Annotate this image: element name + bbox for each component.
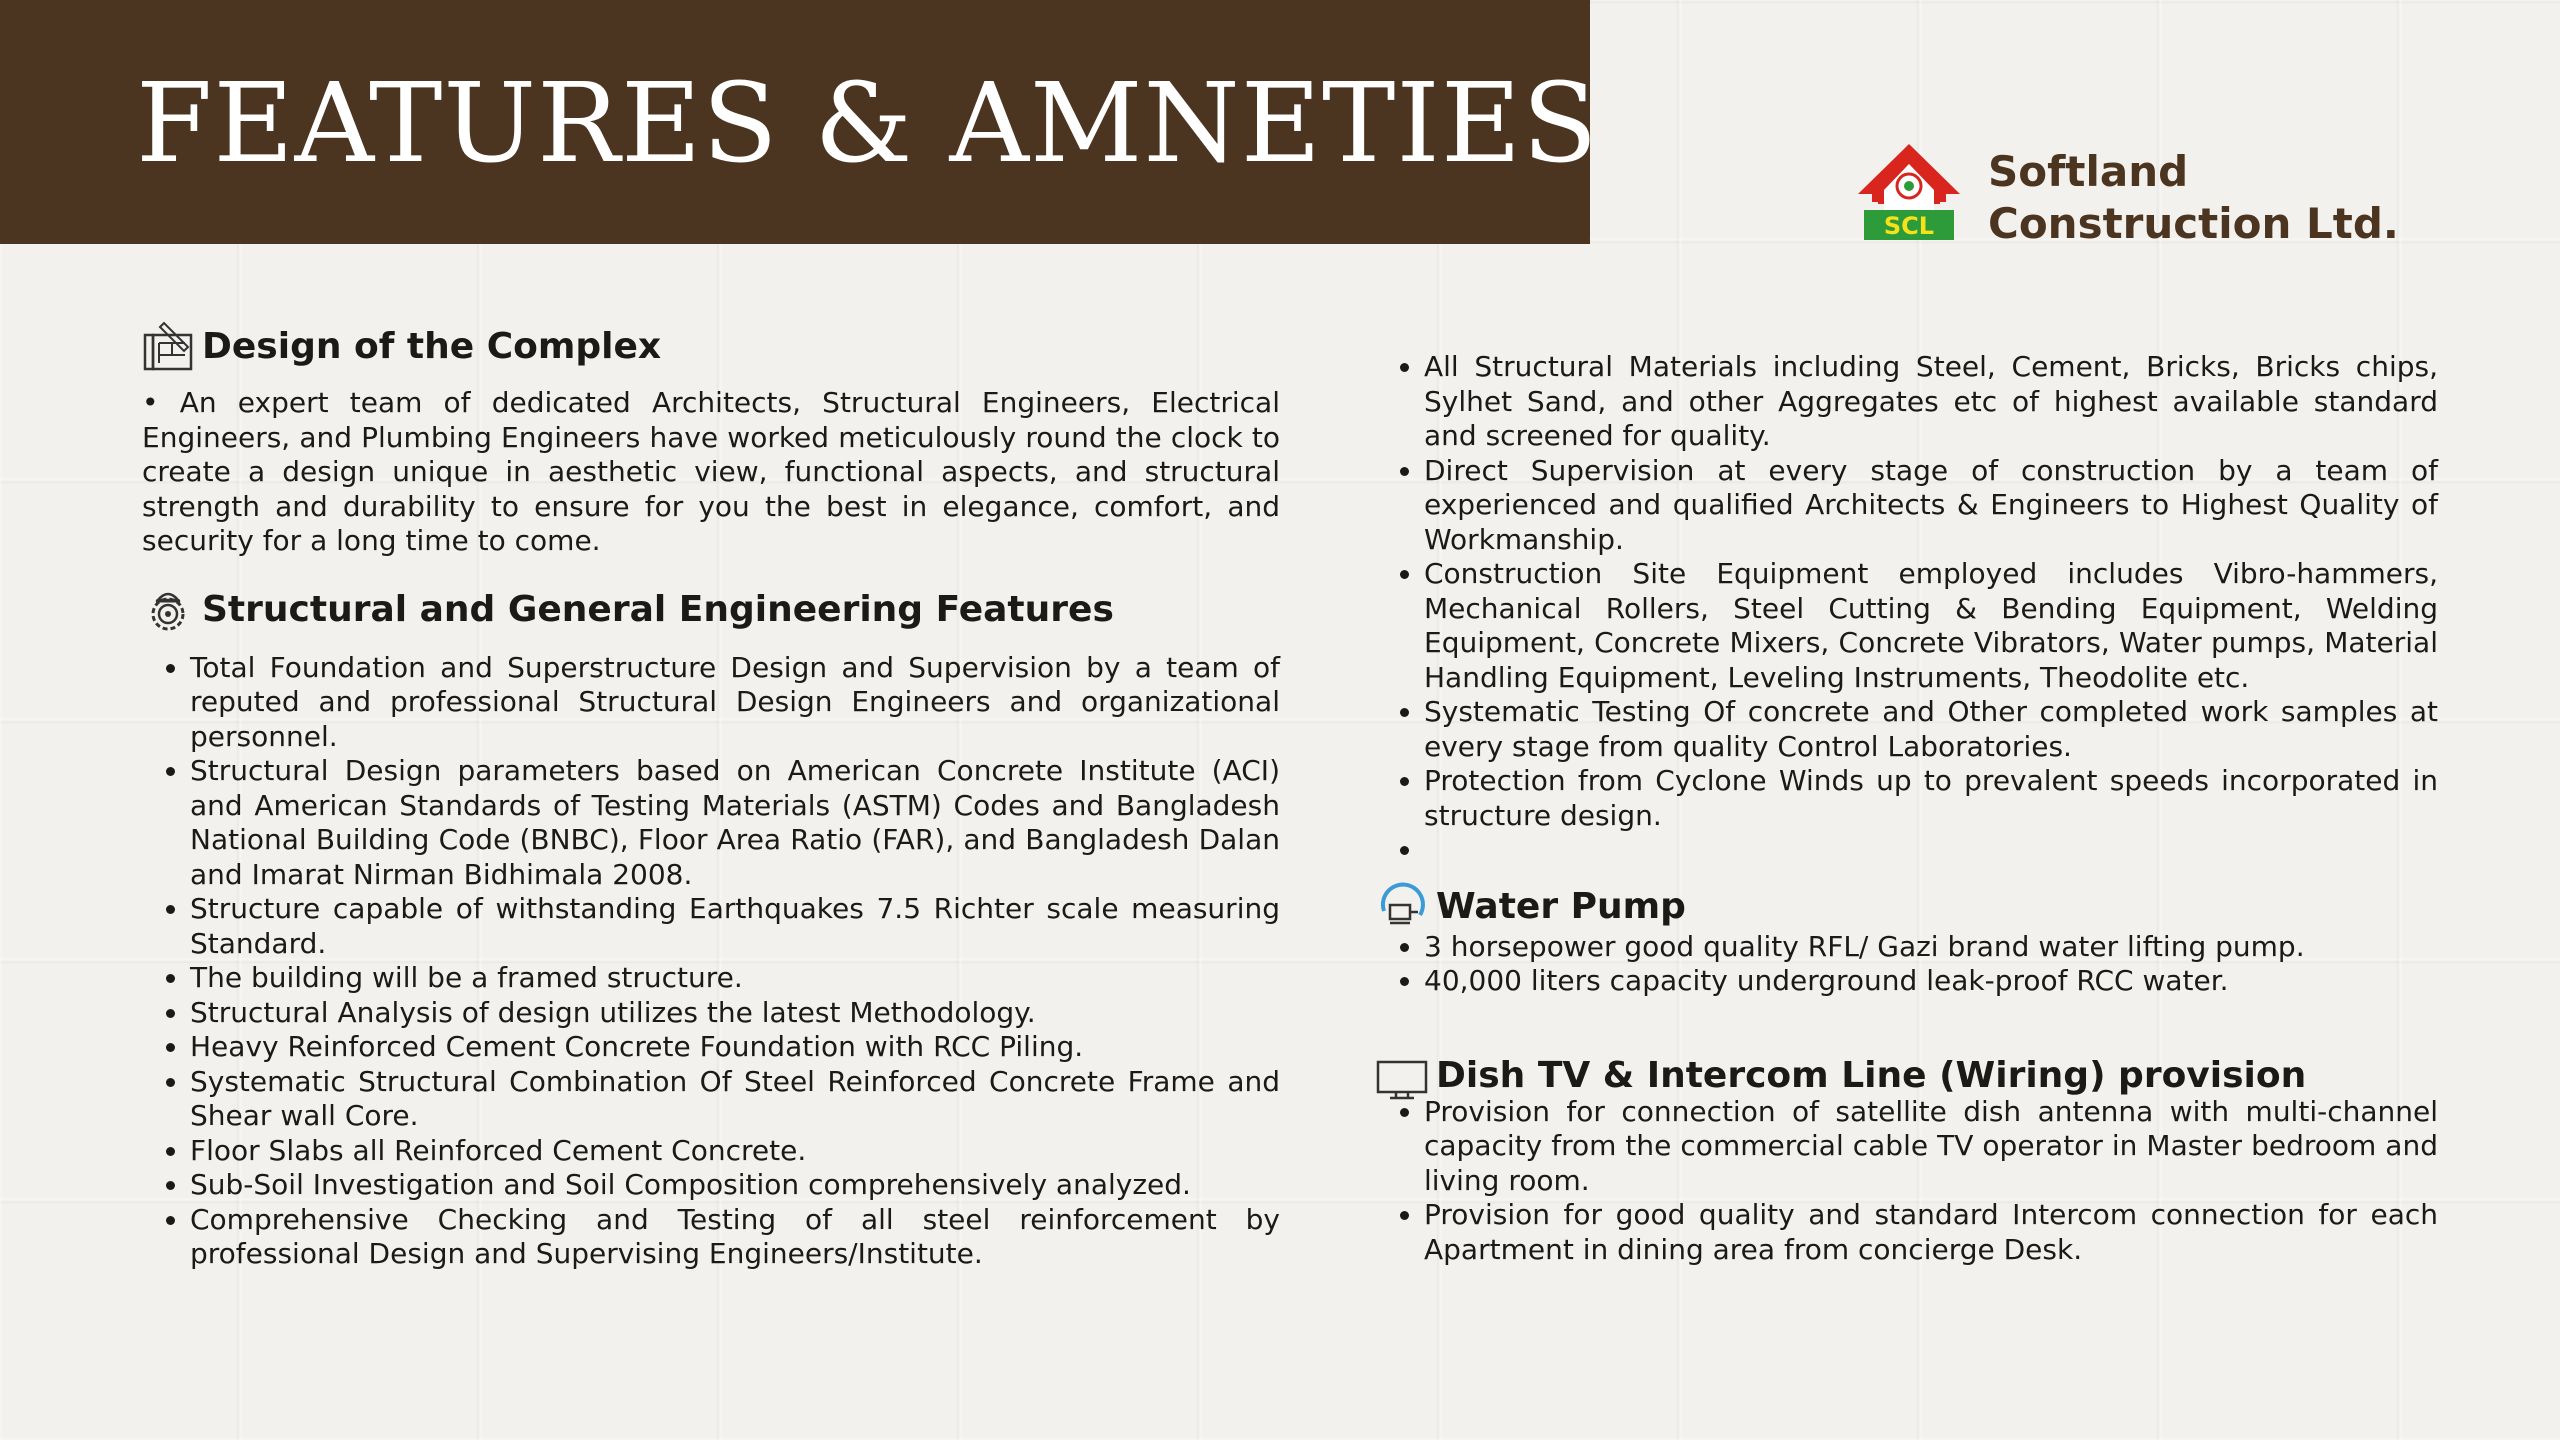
company-logo <box>1854 140 2404 250</box>
list-item: • 3 horsepower good quality RFL/ Gazi brand water lifting pump. <box>1424 930 2438 965</box>
water-pump-list <box>1376 930 2438 999</box>
list-item: • The building will be a framed structure. <box>190 961 1280 996</box>
section-heading-row <box>1376 878 2438 936</box>
list-item: • Provision for connection of satellite dish antenna with multi-channel capacity from the commercial cable TV operator in Master bedroom and living room. <box>1424 1095 2438 1199</box>
section-design-of-complex <box>142 318 1280 559</box>
list-item: • Systematic Testing Of concrete and Other completed work samples at every stage from quality Control Laboratories. <box>1424 695 2438 764</box>
list-item: • Total Foundation and Superstructure Design and Supervision by a team of reputed and professional Structural Design Engineers and organizational personnel. <box>190 651 1280 755</box>
list-item: • Construction Site Equipment employed includes Vibro-hammers, Mechanical Rollers, Steel Cutting & Bending Equipment, Welding Equipment, Concrete Mixers, Concrete Vibrators, Water pumps, Material Handling Equipment, Leveling Instruments, Theodolite etc. <box>1424 557 2438 695</box>
dish-tv-list <box>1376 1095 2438 1268</box>
company-name-line1: Softland <box>1988 147 2189 196</box>
section-dish-tv-intercom <box>1376 1047 2438 1268</box>
section-structural-features <box>142 581 1280 1272</box>
list-item: • Floor Slabs all Reinforced Cement Concrete. <box>190 1134 1280 1169</box>
section-heading-row <box>142 318 1280 376</box>
heading-dish-tv: Dish TV & Intercom Line (Wiring) provision <box>1436 1054 2307 1096</box>
list-item: • All Structural Materials including Steel, Cement, Bricks, Bricks chips, Sylhet Sand, and other Aggregates etc of highest available standard and screened for quality. <box>1424 350 2438 454</box>
left-column <box>142 318 1280 1272</box>
list-item: • Heavy Reinforced Cement Concrete Foundation with RCC Piling. <box>190 1030 1280 1065</box>
company-name <box>1988 146 2399 250</box>
list-item: • Systematic Structural Combination Of Steel Reinforced Concrete Frame and Shear wall Core. <box>190 1065 1280 1134</box>
house-logo-icon <box>1854 140 1964 250</box>
heading-structural: Structural and General Engineering Features <box>202 588 1114 630</box>
blueprint-icon <box>142 321 194 373</box>
section-water-pump <box>1376 878 2438 999</box>
water-pump-icon <box>1376 881 1428 933</box>
list-item: • Provision for good quality and standard Intercom connection for each Apartment in dining area from concierge Desk. <box>1424 1198 2438 1267</box>
list-item: • Structural Analysis of design utilizes the latest Methodology. <box>190 996 1280 1031</box>
page-title: FEATURES & AMNETIES <box>136 59 1599 187</box>
heading-water-pump: Water Pump <box>1436 885 1686 927</box>
title-banner <box>0 0 1599 244</box>
design-paragraph: • An expert team of dedicated Architects, Structural Engineers, Electrical Engineers, and Plumbing Engineers have worked meticulously round the clock to create a design unique in aesthetic view, functional aspects, and structural strength and durability to ensure for you the best in elegance, comfort, and security for a long time to come. <box>142 386 1280 557</box>
list-item: • Protection from Cyclone Winds up to prevalent speeds incorporated in structure design. <box>1424 764 2438 833</box>
company-name-line2: Construction Ltd. <box>1988 199 2399 248</box>
empty-list-item <box>1424 833 2438 868</box>
structural-list <box>142 651 1280 1272</box>
list-item: • Sub-Soil Investigation and Soil Composition comprehensively analyzed. <box>190 1168 1280 1203</box>
list-item: • Comprehensive Checking and Testing of all steel reinforcement by professional Design and Supervising Engineers/Institute. <box>190 1203 1280 1272</box>
list-item: • Structural Design parameters based on American Concrete Institute (ACI) and American Standards of Testing Materials (ASTM) Codes and Bangladesh National Building Code (BNBC), Floor Area Ratio (FAR), and Bangladesh Dalan and Imarat Nirman Bidhimala 2008. <box>190 754 1280 892</box>
heading-design: Design of the Complex <box>202 326 662 367</box>
right-column <box>1376 350 2438 1267</box>
structural-list-continued <box>1376 350 2438 868</box>
logo-badge-text: SCL <box>1883 212 1935 240</box>
list-item: • Structure capable of withstanding Earthquakes 7.5 Richter scale measuring Standard. <box>190 892 1280 961</box>
section-heading-row <box>142 581 1280 639</box>
engineering-gear-icon <box>142 584 194 636</box>
list-item: • 40,000 liters capacity underground leak-proof RCC water. <box>1424 964 2438 999</box>
list-item: • Direct Supervision at every stage of construction by a team of experienced and qualified Architects & Engineers to Highest Quality of Workmanship. <box>1424 454 2438 558</box>
